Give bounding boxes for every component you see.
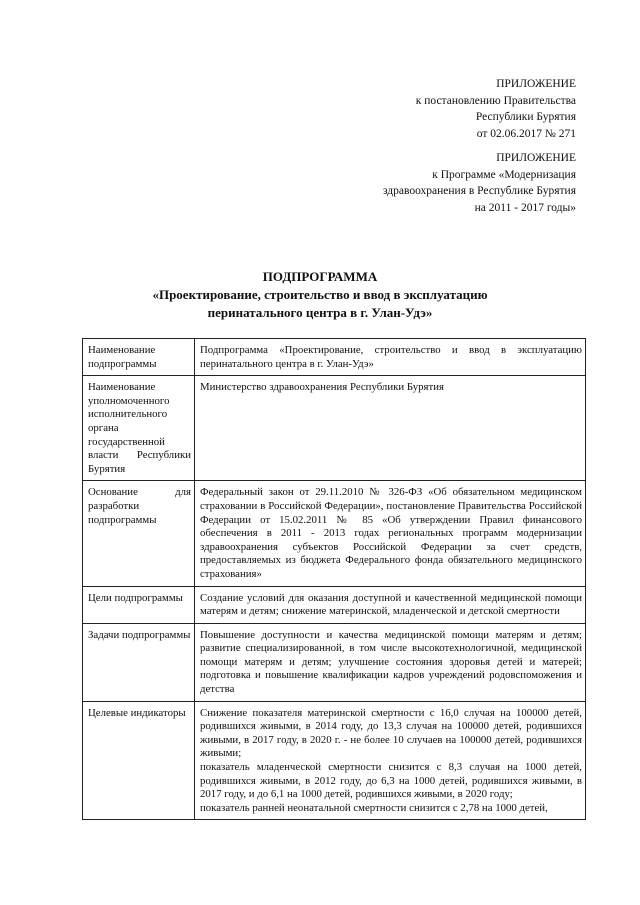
row-value	[195, 701, 586, 820]
approval-header-line: Республики Бурятия	[475, 111, 576, 123]
row-value	[195, 586, 586, 623]
table-row	[83, 339, 586, 376]
document-title	[0, 268, 640, 322]
row-value	[195, 481, 586, 586]
title-line: «Проектирование, строительство и ввод в эксплуатацию	[152, 287, 488, 302]
title-line: перинатального центра в г. Улан-Удэ»	[207, 305, 433, 320]
table-row	[83, 586, 586, 623]
row-label: Основание для разработки подпрограммы	[83, 481, 195, 586]
approval-header	[416, 76, 576, 142]
row-value	[195, 376, 586, 481]
row-value-paragraph: Повышение доступности и качества медицинской помощи матерям и детям; развитие специализированной, в том числе высокотехнологичной, медицинской помощи матерям и детям; улучшение состояния здоровья детей и матерей; подготовка и повышение квалификации кадров учреждений родовспоможения и детства	[200, 628, 582, 696]
row-label: Цели подпрограммы	[83, 586, 195, 623]
program-header-line: ПРИЛОЖЕНИЕ	[496, 152, 576, 164]
row-label: Наименование подпрограммы	[83, 339, 195, 376]
row-label: Целевые индикаторы	[83, 701, 195, 820]
row-value-paragraph: Создание условий для оказания доступной и качественной медицинской помощи матерям и детям; снижение материнской, младенческой и детской смертности	[200, 591, 582, 618]
subprogram-passport-table	[82, 338, 586, 820]
row-value-paragraph: показатель ранней неонатальной смертности снизится с 2,78 на 1000 детей,	[200, 801, 548, 814]
approval-header-line: ПРИЛОЖЕНИЕ	[496, 78, 576, 90]
row-value	[195, 339, 586, 376]
program-header-line: к Программе «Модернизация	[432, 168, 576, 181]
approval-header-line: от 02.06.2017 № 271	[476, 127, 576, 140]
title-line: ПОДПРОГРАММА	[262, 269, 378, 284]
row-label: Наименование уполномоченного исполнительного органа государственной власти Республики Бурятия	[83, 376, 195, 481]
row-value-paragraph: Министерство здравоохранения Республики Бурятия	[200, 381, 444, 394]
row-value-paragraph: Подпрограмма «Проектирование, строительство и ввод в эксплуатацию перинатального центра в г. Улан-Удэ»	[200, 344, 582, 370]
row-value	[195, 623, 586, 701]
row-value-paragraph: Федеральный закон от 29.11.2010 № 326-ФЗ «Об обязательном медицинском страховании в Российской Федерации», постановление Правительства Российской Федерации от 15.02.2011 № 85 «Об утверждении Правил финансового обеспечения в 2011 - 2013 годах региональных программ модернизации здравоохранения субъектов Российской Федерации за счет средств, предоставляемых из бюджета Федерального фонда обязательного медицинского страхования»	[200, 486, 582, 580]
table-row	[83, 623, 586, 701]
table-row	[83, 376, 586, 481]
row-value-paragraph: Снижение показателя материнской смертности с 16,0 случая на 100000 детей, родившихся живыми, в 2014 году, до 13,3 случая на 100000 детей, родившихся живыми, в 2017 году, в 2020 г. - не более 10 случаев на 100000 детей, родившихся живыми;	[200, 706, 582, 760]
approval-header-line: к постановлению Правительства	[415, 94, 576, 107]
table-row	[83, 481, 586, 586]
row-label: Задачи подпрограммы	[83, 623, 195, 701]
program-header-line: на 2011 - 2017 годы»	[474, 201, 576, 214]
table-row	[83, 701, 586, 820]
program-header	[383, 150, 576, 216]
row-value-paragraph: показатель младенческой смертности снизится с 8,3 случая на 1000 детей, родившихся живыми, в 2012 году, до 6,3 на 1000 детей, родившихся живыми, в 2017 году, и до 6,1 на 1000 детей, родившихся живыми, в 2020 году;	[200, 761, 582, 801]
program-header-line: здравоохранения в Республике Бурятия	[382, 185, 576, 197]
